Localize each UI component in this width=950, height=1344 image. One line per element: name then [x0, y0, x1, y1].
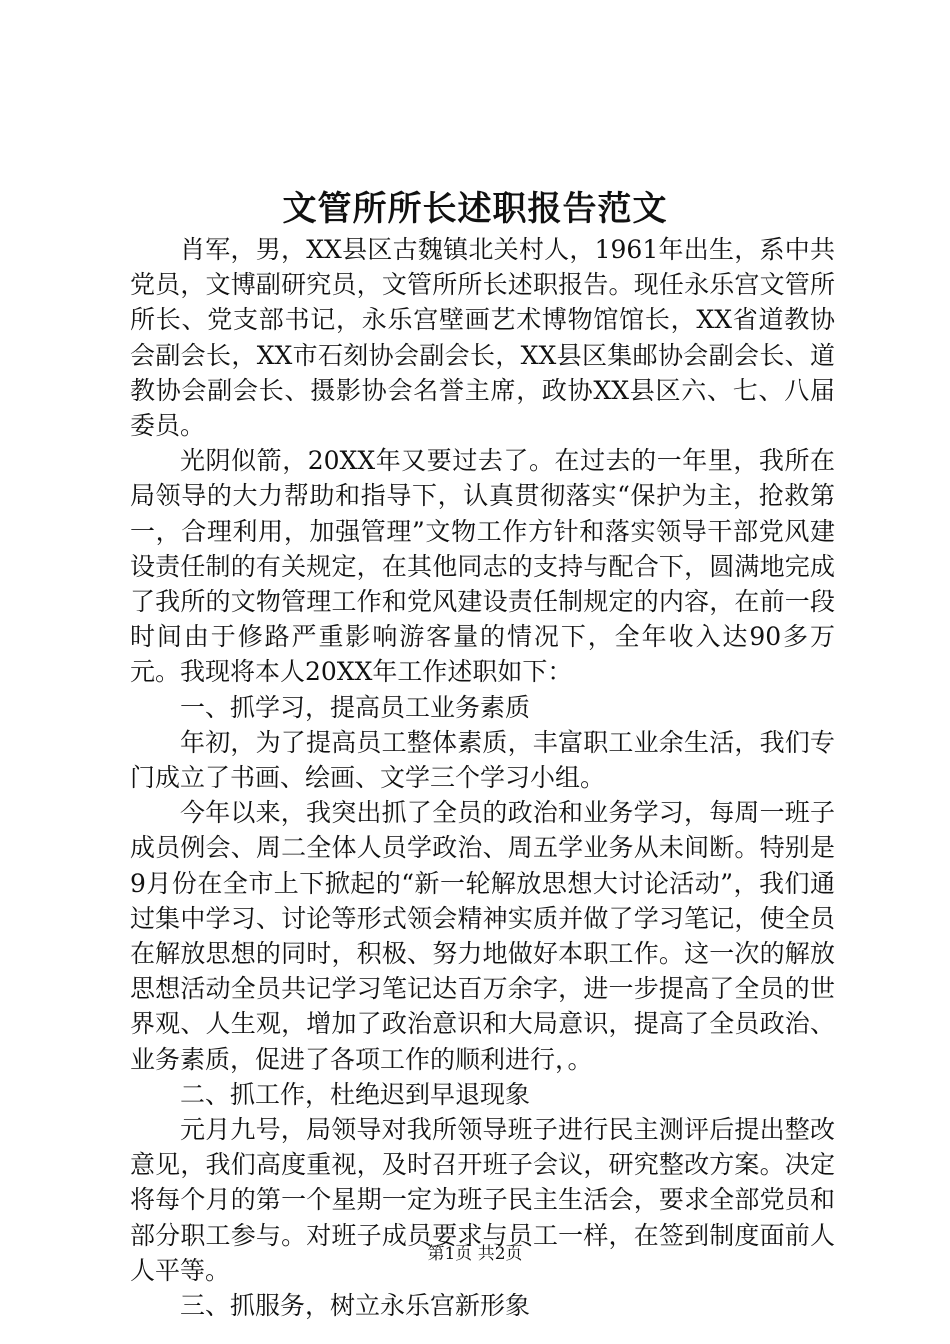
paragraph-study-details: 今年以来，我突出抓了全员的政治和业务学习，每周一班子成员例会、周二全体人员学政治、周五学业务从未间断。特别是9月份在全市上下掀起的“新一轮解放思想大讨论活动”，我们通过集中学习、讨论等形式领会精神实质并做了学习笔记，使全员在解放思想的同时，积极、努力地做好本职工作。这一次的解放思想活动全员共记学习笔记达百万余字，进一步提高了全员的世界观、人生观，增加了政治意识和大局意识，提高了全员政治、业务素质，促进了各项工作的顺利进行，。: [130, 798, 835, 1074]
section-heading-service: 三、抓服务，树立永乐宫新形象: [180, 1291, 531, 1321]
section-heading-study: 一、抓学习，提高员工业务素质: [180, 692, 531, 722]
document-body: [130, 232, 835, 1323]
document-title: 文管所所长述职报告范文: [282, 189, 668, 229]
paragraph-summary: 光阴似箭，20XX年又要过去了。在过去的一年里，我所在局领导的大力帮助和指导下，认真贯彻落实“保护为主，抢救第一，合理利用，加强管理”文物工作方针和落实领导干部党风建设责任制的有关规定，在其他同志的支持与配合下，圆满地完成了我所的文物管理工作和党风建设责任制规定的内容，在前一段时间由于修路严重影响游客量的情况下，全年收入达90多万元。我现将本人20XX年工作述职如下：: [130, 446, 835, 687]
paragraph-work-details: 元月九号，局领导对我所领导班子进行民主测评后提出整改意见，我们高度重视，及时召开班子会议，研究整改方案。决定将每个月的第一个星期一定为班子民主生活会，要求全部党员和部分职工参与。对班子成员要求与员工一样，在签到制度面前人人平等。: [130, 1115, 835, 1285]
paragraph-intro: 肖军，男，XX县区古魏镇北关村人，1961年出生，系中共党员，文博副研究员，文管所所长述职报告。现任永乐宫文管所所长、党支部书记，永乐宫壁画艺术博物馆馆长，XX省道教协会副会长，XX市石刻协会副会长，XX县区集邮协会副会长、道教协会副会长、摄影协会名誉主席，政协XX县区六、七、八届委员。: [130, 235, 835, 441]
page-number: 第1页 共2页: [427, 1244, 523, 1264]
section-heading-work: 二、抓工作，杜绝迟到早退现象: [180, 1079, 531, 1109]
paragraph-study-groups: 年初，为了提高员工整体素质，丰富职工业余生活，我们专门成立了书画、绘画、文学三个学习小组。: [130, 727, 835, 793]
